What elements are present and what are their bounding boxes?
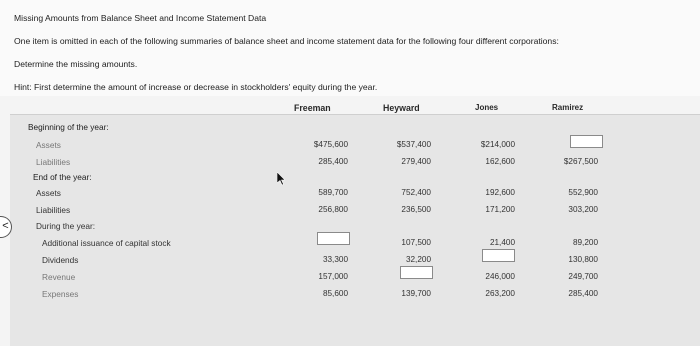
jones-assets-begin: $214,000 xyxy=(480,140,515,149)
section-during: During the year: xyxy=(36,221,96,231)
jones-dividends-input[interactable] xyxy=(482,249,515,262)
row-label-capital: Additional issuance of capital stock xyxy=(42,238,171,248)
data-table xyxy=(10,114,700,346)
mouse-cursor-icon xyxy=(277,172,285,186)
row-label-liabilities-end: Liabilities xyxy=(36,205,71,215)
freeman-assets-end: 589,700 xyxy=(318,188,348,197)
column-header-ramirez: Ramirez xyxy=(552,103,584,112)
ramirez-liabilities-end: 303,200 xyxy=(568,205,598,214)
row-label-liabilities-begin: Liabilities xyxy=(36,157,71,167)
jones-expenses: 263,200 xyxy=(485,289,515,298)
heyward-liabilities-end: 236,500 xyxy=(401,205,431,214)
row-label-assets-end: Assets xyxy=(36,188,61,198)
row-label-expenses: Expenses xyxy=(42,289,79,299)
heyward-assets-end: 752,400 xyxy=(401,188,431,197)
column-header-freeman: Freeman xyxy=(294,103,331,113)
row-label-assets-begin: Assets xyxy=(36,140,61,150)
instructions-panel xyxy=(0,0,700,96)
section-end: End of the year: xyxy=(33,172,92,182)
heyward-revenue-input[interactable] xyxy=(400,266,433,279)
freeman-capital-input[interactable] xyxy=(317,232,350,245)
jones-liabilities-begin: 162,600 xyxy=(485,157,515,166)
heyward-liabilities-begin: 279,400 xyxy=(401,157,431,166)
ramirez-expenses: 285,400 xyxy=(568,289,598,298)
column-header-heyward: Heyward xyxy=(383,103,420,113)
problem-title: Missing Amounts from Balance Sheet and Income Statement Data xyxy=(14,13,267,23)
heyward-expenses: 139,700 xyxy=(401,289,431,298)
ramirez-dividends: 130,800 xyxy=(568,255,598,264)
jones-revenue: 246,000 xyxy=(485,272,515,281)
freeman-revenue: 157,000 xyxy=(318,272,348,281)
jones-assets-end: 192,600 xyxy=(485,188,515,197)
freeman-expenses: 85,600 xyxy=(322,289,348,298)
task-text: Determine the missing amounts. xyxy=(14,59,138,69)
freeman-liabilities-begin: 285,400 xyxy=(318,157,348,166)
jones-capital: 21,400 xyxy=(489,238,515,247)
jones-liabilities-end: 171,200 xyxy=(485,205,515,214)
ramirez-liabilities-begin: $267,500 xyxy=(563,157,598,166)
instruction-text: One item is omitted in each of the following summaries of balance sheet and income statement data for the following four different corporations: xyxy=(14,36,559,46)
ramirez-capital: 89,200 xyxy=(572,238,598,247)
heyward-assets-begin: $537,400 xyxy=(396,140,431,149)
row-label-dividends: Dividends xyxy=(42,255,79,265)
section-beginning: Beginning of the year: xyxy=(28,122,109,132)
previous-tab-button[interactable]: < xyxy=(0,216,12,238)
hint-text: Hint: First determine the amount of increase or decrease in stockholders' equity during the year. xyxy=(14,82,378,92)
freeman-dividends: 33,300 xyxy=(322,255,348,264)
freeman-liabilities-end: 256,800 xyxy=(318,205,348,214)
heyward-capital: 107,500 xyxy=(401,238,431,247)
ramirez-assets-begin-input[interactable] xyxy=(570,135,603,148)
row-label-revenue: Revenue xyxy=(42,272,76,282)
ramirez-assets-end: 552,900 xyxy=(568,188,598,197)
heyward-dividends: 32,200 xyxy=(405,255,431,264)
ramirez-revenue: 249,700 xyxy=(568,272,598,281)
column-header-jones: Jones xyxy=(475,103,499,112)
freeman-assets-begin: $475,600 xyxy=(313,140,348,149)
